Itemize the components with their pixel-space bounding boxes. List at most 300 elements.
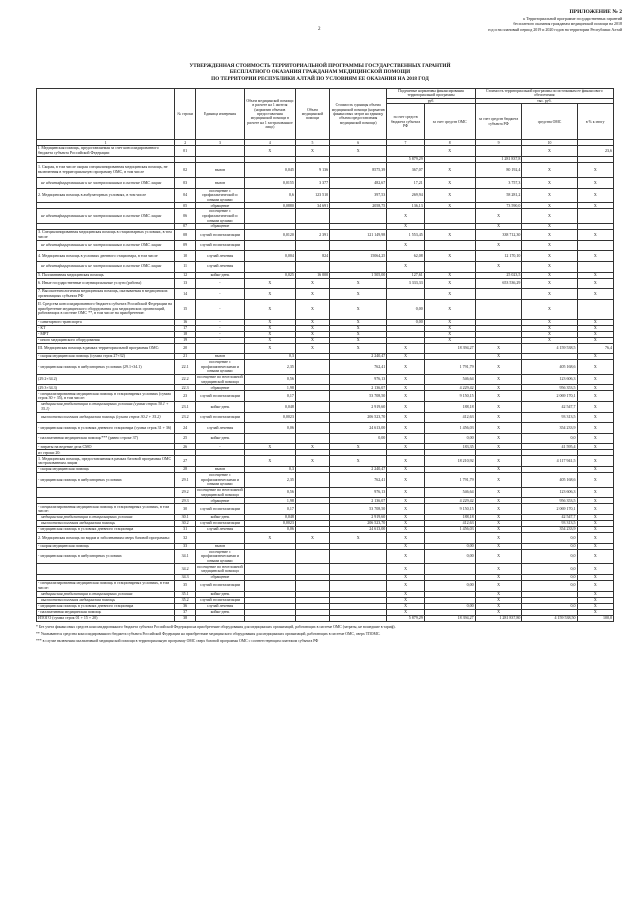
row-description: - медицинская помощь в условиях дневного стационара bbox=[37, 603, 175, 609]
row-number: 33 bbox=[175, 543, 196, 549]
row-value: X bbox=[295, 337, 329, 343]
row-value bbox=[577, 209, 613, 224]
row-value: X bbox=[577, 515, 613, 521]
row-value: X bbox=[522, 289, 577, 300]
table-row bbox=[37, 402, 614, 413]
row-value: 123 606,3 bbox=[522, 487, 577, 498]
row-unit: - bbox=[196, 444, 245, 450]
row-unit: койко-день bbox=[196, 609, 245, 615]
row-value: 0,0 bbox=[522, 549, 577, 564]
row-number: 17 bbox=[175, 325, 196, 331]
row-value: 2,35 bbox=[244, 473, 295, 488]
row-unit: - bbox=[196, 289, 245, 300]
row-value: X bbox=[475, 521, 522, 527]
row-value: 15064,25 bbox=[330, 251, 387, 262]
row-value: 0,06 bbox=[244, 423, 295, 434]
footnote: * Без учета финансовых средств консолидированного бюджета субъекта Российской Федерации на приобретение оборудования для медицинских организаций, работающих в системе ОМС (затраты, не вошедшие в тариф). bbox=[36, 625, 396, 629]
row-unit: случай лечения bbox=[196, 603, 245, 609]
row-value bbox=[295, 402, 329, 413]
row-value: X bbox=[577, 504, 613, 515]
row-unit: случай лечения bbox=[196, 261, 245, 272]
row-number: 10 bbox=[175, 251, 196, 262]
row-value: 0,00 bbox=[330, 433, 387, 444]
table-row bbox=[37, 178, 614, 189]
row-value bbox=[295, 391, 329, 402]
row-value: 1 791,79 bbox=[424, 360, 475, 375]
row-description: - специализированная медицинская помощь в стационарных условиях (сумма строк 30 + 35), в том числе: bbox=[37, 391, 175, 402]
row-description: - медицинская помощь в амбулаторных условиях bbox=[37, 473, 175, 488]
table-row bbox=[37, 374, 614, 385]
row-value bbox=[295, 433, 329, 444]
row-number: 29.2 bbox=[175, 487, 196, 498]
row-description: не идентифицированным и не застрахованным в системе ОМС лицам bbox=[37, 261, 175, 272]
appendix-title: ПРИЛОЖЕНИЕ № 2 bbox=[569, 9, 622, 15]
header-col-number: 3 bbox=[196, 140, 245, 146]
row-description: - медицинская помощь в амбулаторных условиях bbox=[37, 549, 175, 564]
row-value: X bbox=[330, 456, 387, 467]
row-value: X bbox=[577, 188, 613, 203]
row-value: X bbox=[522, 224, 577, 230]
row-value bbox=[330, 209, 387, 224]
row-value: 412,63 bbox=[424, 521, 475, 527]
row-value: X bbox=[244, 343, 295, 354]
row-description: 2. Медицинская помощь в амбулаторных условиях, в том числе bbox=[37, 188, 175, 203]
row-value: X bbox=[577, 374, 613, 385]
row-value: 0,0 bbox=[522, 580, 577, 591]
row-unit: вызов bbox=[196, 354, 245, 360]
row-value: X bbox=[475, 261, 522, 272]
header-per-capita-budget: за счет средств бюджета субъекта РФ bbox=[387, 104, 424, 140]
table-row bbox=[37, 533, 614, 544]
row-description: медицинская реабилитация в стационарных условиях (сумма строк 30.1 + 35.1) bbox=[37, 402, 175, 413]
row-value: X bbox=[577, 325, 613, 331]
row-value: 0,00 bbox=[424, 603, 475, 609]
header-col-number: 5 bbox=[295, 140, 329, 146]
row-description: 4. Медицинская помощь в условиях дневного стационара, в том числе bbox=[37, 251, 175, 262]
row-description: 3. Специализированная медицинская помощь в стационарных условиях, в том числе bbox=[37, 230, 175, 241]
row-value: X bbox=[577, 272, 613, 278]
row-value: 2,35 bbox=[244, 360, 295, 375]
row-value: 0,00 bbox=[387, 319, 424, 325]
row-value: 127,61 bbox=[387, 272, 424, 278]
row-description: не идентифицированным и не застрахованным в системе ОМС лицам bbox=[37, 178, 175, 189]
row-value: X bbox=[475, 543, 522, 549]
row-unit bbox=[196, 456, 245, 467]
row-value: X bbox=[244, 278, 295, 289]
row-value: X bbox=[475, 402, 522, 413]
row-value: 188,18 bbox=[424, 515, 475, 521]
row-description: не идентифицированным и не застрахованным в системе ОМС лицам bbox=[37, 240, 175, 251]
row-unit: случай госпитализации bbox=[196, 521, 245, 527]
row-value: X bbox=[577, 251, 613, 262]
table-row bbox=[37, 423, 614, 434]
row-value: 4 229,42 bbox=[424, 385, 475, 391]
row-value: X bbox=[577, 597, 613, 603]
row-description: 5. Паллиативная медицинская помощь bbox=[37, 272, 175, 278]
table-row bbox=[37, 487, 614, 498]
row-unit: посещение с профилактическими и иными целями bbox=[196, 473, 245, 488]
table-row bbox=[37, 251, 614, 262]
row-unit: обращение bbox=[196, 203, 245, 209]
row-value: X bbox=[475, 609, 522, 615]
header-program-cost-unit: тыс. руб. bbox=[475, 98, 613, 103]
row-value: X bbox=[475, 467, 522, 473]
header-cost-oms: средства ОМС bbox=[522, 104, 577, 140]
row-value: X bbox=[387, 597, 424, 603]
row-value bbox=[295, 504, 329, 515]
row-value: X bbox=[577, 487, 613, 498]
row-value: X bbox=[424, 289, 475, 300]
table-row bbox=[37, 299, 614, 319]
table-row bbox=[37, 209, 614, 224]
row-value: 2 069 170,1 bbox=[522, 504, 577, 515]
table-body bbox=[37, 146, 614, 621]
row-value: X bbox=[295, 456, 329, 467]
table-row bbox=[37, 433, 614, 444]
row-value: X bbox=[577, 278, 613, 289]
row-value: X bbox=[522, 146, 577, 157]
row-number: 23.1 bbox=[175, 402, 196, 413]
row-value: 17,21 bbox=[387, 178, 424, 189]
row-description: - МРТ bbox=[37, 331, 175, 337]
row-value: 367,07 bbox=[387, 162, 424, 177]
row-number: 35 bbox=[175, 580, 196, 591]
table-row bbox=[37, 456, 614, 467]
appendix-line: год и на плановый период 2019 и 2020 годов на территории Республики Алтай bbox=[488, 26, 622, 32]
row-value: 269,94 bbox=[387, 188, 424, 203]
row-value: X bbox=[475, 487, 522, 498]
header-description bbox=[37, 89, 175, 140]
row-value: X bbox=[577, 385, 613, 391]
header-col-number: 4 bbox=[244, 140, 295, 146]
row-unit: - bbox=[196, 331, 245, 337]
row-unit: - bbox=[196, 278, 245, 289]
table-row bbox=[37, 289, 614, 300]
row-value bbox=[295, 564, 329, 575]
row-value: X bbox=[577, 289, 613, 300]
page-number: 2 bbox=[318, 27, 321, 32]
row-value: X bbox=[387, 412, 424, 423]
row-value: 2 919,60 bbox=[330, 515, 387, 521]
row-value: X bbox=[475, 412, 522, 423]
row-value: 1,98 bbox=[244, 385, 295, 391]
table-row bbox=[37, 188, 614, 203]
row-value: 41 595,4 bbox=[522, 444, 577, 450]
row-value: X bbox=[387, 527, 424, 533]
row-unit: случай госпитализации bbox=[196, 580, 245, 591]
row-value: X bbox=[577, 580, 613, 591]
row-value: 183,35 bbox=[424, 444, 475, 450]
row-value: 1 456,03 bbox=[424, 527, 475, 533]
row-value: X bbox=[475, 456, 522, 467]
row-value: X bbox=[522, 331, 577, 337]
row-value: 956 353,5 bbox=[522, 498, 577, 504]
row-description: высокотехнологичная медицинская помощь bbox=[37, 521, 175, 527]
row-unit: случай лечения bbox=[196, 423, 245, 434]
row-value: X bbox=[244, 146, 295, 157]
row-unit: - bbox=[196, 319, 245, 325]
row-value: 1,98 bbox=[244, 498, 295, 504]
row-unit: посещение по неотложной медицинской помощи bbox=[197, 487, 243, 497]
row-value: X bbox=[244, 331, 295, 337]
row-description: - паллиативная медицинская помощь bbox=[37, 609, 175, 615]
row-value: X bbox=[522, 278, 577, 289]
row-description: 6. Иные государственные и муниципальные услуги (работы) bbox=[37, 278, 175, 289]
row-number: 32 bbox=[175, 533, 196, 544]
row-number: 19 bbox=[175, 337, 196, 343]
row-value: X bbox=[475, 533, 522, 544]
row-value: 4 159 538,5 bbox=[522, 343, 577, 354]
row-value: X bbox=[475, 433, 522, 444]
row-value: 42 547,7 bbox=[522, 515, 577, 521]
row-value: X bbox=[522, 337, 577, 343]
row-value: 8575,39 bbox=[330, 162, 387, 177]
row-value: 9 150,15 bbox=[424, 504, 475, 515]
row-value: 5 879,29 bbox=[387, 156, 424, 162]
row-value: X bbox=[475, 580, 522, 591]
row-unit: случай госпитализации bbox=[196, 391, 245, 402]
row-value: 0,0 bbox=[522, 574, 577, 580]
row-value: 16 000 bbox=[295, 272, 329, 278]
row-unit: случай госпитализации bbox=[196, 504, 245, 515]
row-number: 11 bbox=[175, 261, 196, 272]
row-value: X bbox=[295, 319, 329, 325]
row-number: 34.2 bbox=[175, 564, 196, 575]
header-per-capita-oms: за счет средств ОМС bbox=[424, 104, 475, 140]
row-value: X bbox=[577, 433, 613, 444]
row-value: X bbox=[577, 319, 613, 325]
header-col-number: 10 bbox=[522, 140, 577, 146]
row-value: X bbox=[577, 456, 613, 467]
row-value bbox=[295, 580, 329, 591]
row-description: высокотехнологичная медицинская помощь bbox=[37, 597, 175, 603]
row-value: X bbox=[475, 527, 522, 533]
row-value: X bbox=[577, 498, 613, 504]
row-value: X bbox=[522, 162, 577, 177]
row-value: X bbox=[522, 230, 577, 241]
row-value: X bbox=[295, 331, 329, 337]
table-row bbox=[37, 504, 614, 515]
row-value: X bbox=[387, 343, 424, 354]
row-unit: вызов bbox=[196, 178, 245, 189]
row-number: 03 bbox=[175, 178, 196, 189]
row-value: 93 313,5 bbox=[522, 412, 577, 423]
row-value: X bbox=[475, 591, 522, 597]
header-program-cost-group: Стоимость территориальной программы по источникам ее финансового обеспечения bbox=[475, 89, 613, 99]
row-number: 06 bbox=[175, 209, 196, 224]
header-per-capita-group: Подушевые нормативы финансирования территориальной программы bbox=[387, 89, 475, 99]
row-value: 3 377 bbox=[295, 178, 329, 189]
row-value: 0,0 bbox=[522, 543, 577, 549]
header-per-capita-unit: руб. bbox=[387, 98, 475, 103]
row-description: 2. Медицинская помощь по видам и заболеваниям сверх базовой программы: bbox=[37, 533, 175, 544]
row-value: X bbox=[387, 521, 424, 527]
row-value bbox=[295, 412, 329, 423]
row-value: 762,41 bbox=[330, 360, 387, 375]
row-value: 2 136,07 bbox=[330, 385, 387, 391]
row-value: 976,13 bbox=[330, 374, 387, 385]
row-value: X bbox=[387, 515, 424, 521]
table-row bbox=[37, 549, 614, 564]
row-value: 0,06 bbox=[244, 527, 295, 533]
row-description: 1. Скорая, в том числе скорая специализированная медицинская помощь, не включенная в территориальную программу ОМС, в том числе bbox=[37, 162, 175, 177]
row-description: (29.3+34.3) bbox=[37, 385, 175, 391]
row-value: X bbox=[522, 188, 577, 203]
row-description: - специализированная медицинская помощь в стационарных условиях, в том числе: bbox=[37, 504, 175, 515]
row-value: X bbox=[577, 549, 613, 564]
row-value: 1 281 837,80 bbox=[475, 615, 522, 621]
row-value: X bbox=[244, 444, 295, 450]
row-value: 42 547,7 bbox=[522, 402, 577, 413]
row-value: X bbox=[244, 325, 295, 331]
row-value: 762,41 bbox=[330, 473, 387, 488]
row-value: X bbox=[522, 209, 577, 224]
row-value: 546,64 bbox=[424, 487, 475, 498]
row-value: 412,63 bbox=[424, 412, 475, 423]
row-value: 0,045 bbox=[244, 162, 295, 177]
row-value: 188,18 bbox=[424, 402, 475, 413]
row-value: 136,13 bbox=[387, 203, 424, 209]
row-value: 0,00 bbox=[424, 543, 475, 549]
row-value: X bbox=[330, 278, 387, 289]
row-description: - санитарного транспорта bbox=[37, 319, 175, 325]
table-row bbox=[37, 412, 614, 423]
title-line: УТВЕРЖДЕННАЯ СТОИМОСТЬ ТЕРРИТОРИАЛЬНОЙ ПРОГРАММЫ ГОСУДАРСТВЕННЫХ ГАРАНТИЙ bbox=[189, 63, 451, 69]
row-value: 53 708,50 bbox=[330, 391, 387, 402]
row-value: X bbox=[387, 603, 424, 609]
row-value: X bbox=[577, 337, 613, 343]
row-unit: обращение bbox=[196, 498, 245, 504]
row-value: X bbox=[295, 444, 329, 450]
row-value: 18 210,92 bbox=[424, 456, 475, 467]
row-value: 25 023,5 bbox=[475, 272, 522, 278]
row-unit: - bbox=[196, 325, 245, 331]
row-number: 34.1 bbox=[175, 549, 196, 564]
row-value: X bbox=[244, 319, 295, 325]
row-value: X bbox=[577, 444, 613, 450]
row-value: 482,67 bbox=[330, 178, 387, 189]
footnote: *** в случае включения паллиативной медицинской помощи в территориальную программу ОМС сверх базовой программы ОМС с соответствующим платежом субъекта РФ bbox=[36, 639, 319, 643]
header-unit-cost: Стоимость единицы объема медицинской помощи (норматив финансовых затрат на единицу объема предоставления медицинской помощи) bbox=[330, 89, 387, 140]
row-value: 0,0 bbox=[522, 533, 577, 544]
row-unit: посещение по неотложной медицинской помощи bbox=[197, 374, 243, 384]
row-value bbox=[330, 615, 387, 621]
table-row bbox=[37, 580, 614, 591]
row-value: X bbox=[475, 209, 522, 224]
row-unit: вызов bbox=[196, 543, 245, 549]
header-volume: Объем медицинской помощи bbox=[295, 89, 329, 140]
row-value: X bbox=[387, 498, 424, 504]
row-value: X bbox=[330, 319, 387, 325]
row-value: X bbox=[387, 487, 424, 498]
appendix-line: бесплатного оказания гражданам медицинской помощи на 2018 bbox=[513, 21, 622, 27]
row-value: X bbox=[475, 515, 522, 521]
header-cost-percent: в % к итогу bbox=[577, 104, 613, 140]
row-value: 0,56 bbox=[244, 487, 295, 498]
row-description: не идентифицированным и не застрахованным в системе ОМС лицам bbox=[37, 209, 175, 224]
row-value: 2 069 170,1 bbox=[522, 391, 577, 402]
row-value: X bbox=[244, 289, 295, 300]
row-description bbox=[37, 564, 175, 575]
row-value: 0,0880 bbox=[244, 203, 295, 209]
row-value: 4 159 538,50 bbox=[522, 615, 577, 621]
row-value bbox=[475, 289, 522, 300]
row-number: 22.3 bbox=[175, 385, 196, 391]
row-value: 53 708,50 bbox=[330, 504, 387, 515]
row-number: 16 bbox=[175, 319, 196, 325]
row-value: 354 233,9 bbox=[522, 527, 577, 533]
row-value: X bbox=[424, 178, 475, 189]
row-value: X bbox=[424, 162, 475, 177]
row-unit: вызов bbox=[196, 162, 245, 177]
row-value bbox=[295, 261, 329, 272]
row-value: X bbox=[577, 162, 613, 177]
row-description: - медицинская помощь в условиях дневного стационара bbox=[37, 527, 175, 533]
row-number: 30 bbox=[175, 504, 196, 515]
row-value: X bbox=[295, 325, 329, 331]
row-number: 34.3 bbox=[175, 574, 196, 580]
row-unit: обращение bbox=[196, 385, 245, 391]
row-value: X bbox=[475, 564, 522, 575]
row-description: (29.2+34.2) bbox=[37, 374, 175, 385]
row-value bbox=[244, 209, 295, 224]
row-description: - затраты на ведение дела СМО bbox=[37, 444, 175, 450]
row-value: X bbox=[475, 603, 522, 609]
row-value: 0,048 bbox=[244, 402, 295, 413]
row-value bbox=[387, 146, 424, 157]
row-description: - медицинская помощь в амбулаторных условиях (29.1+34.1) bbox=[37, 360, 175, 375]
table-row bbox=[37, 564, 614, 575]
row-value: X bbox=[387, 591, 424, 597]
table-row bbox=[37, 343, 614, 354]
row-value: X bbox=[475, 240, 522, 251]
row-value: 58 281,2 bbox=[475, 188, 522, 203]
row-value: X bbox=[387, 240, 424, 251]
row-unit: койко-день bbox=[196, 515, 245, 521]
row-value: 2 240,47 bbox=[330, 467, 387, 473]
row-unit: случай госпитализации bbox=[196, 597, 245, 603]
row-unit: - bbox=[196, 299, 245, 319]
row-number: 23 bbox=[175, 391, 196, 402]
table-row bbox=[37, 230, 614, 241]
row-value: X bbox=[424, 319, 475, 325]
table-row bbox=[37, 360, 614, 375]
row-value: 0,0023 bbox=[244, 521, 295, 527]
row-number: 28 bbox=[175, 467, 196, 473]
row-value: X bbox=[577, 603, 613, 609]
row-value: X bbox=[475, 343, 522, 354]
row-value bbox=[295, 360, 329, 375]
row-number: 38 bbox=[175, 615, 196, 621]
row-unit: вызов bbox=[196, 467, 245, 473]
row-value: 1 553,45 bbox=[387, 230, 424, 241]
row-value: X bbox=[387, 433, 424, 444]
row-value bbox=[330, 240, 387, 251]
row-value: 0,0023 bbox=[244, 412, 295, 423]
row-description: - скорая медицинская помощь bbox=[37, 467, 175, 473]
row-value: X bbox=[387, 385, 424, 391]
row-number: 01 bbox=[175, 146, 196, 157]
row-value: X bbox=[330, 337, 387, 343]
row-value: X bbox=[522, 240, 577, 251]
row-value: X bbox=[475, 473, 522, 488]
row-number: 35.2 bbox=[175, 597, 196, 603]
header-col-number: 6 bbox=[330, 140, 387, 146]
row-value bbox=[577, 261, 613, 272]
row-value bbox=[295, 240, 329, 251]
row-value bbox=[244, 549, 295, 564]
row-number: 04 bbox=[175, 188, 196, 203]
